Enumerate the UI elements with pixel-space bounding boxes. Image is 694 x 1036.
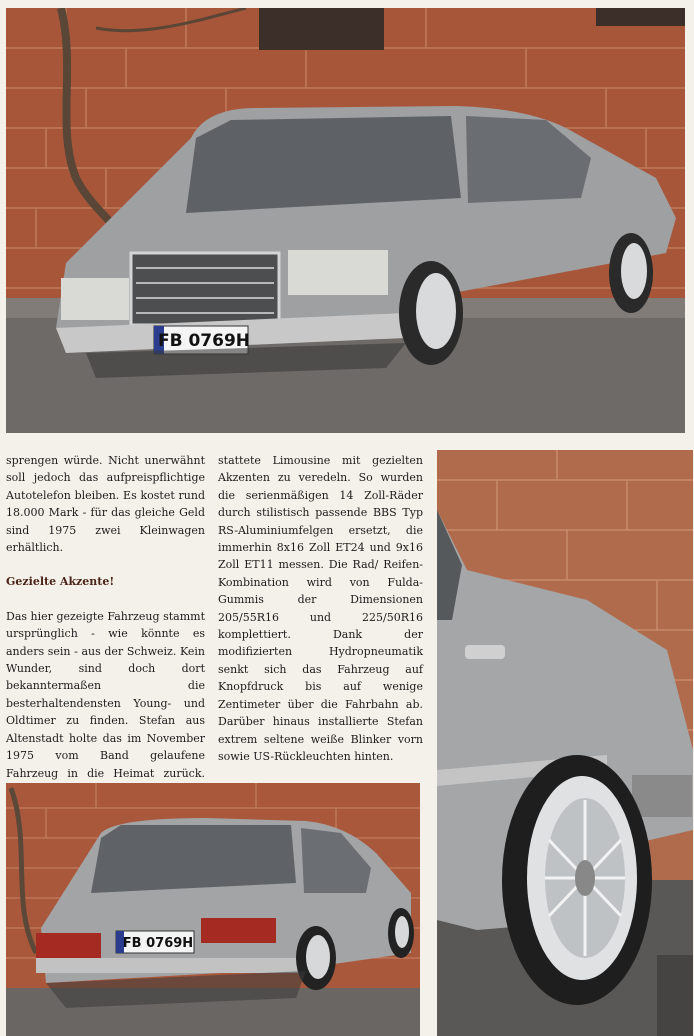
text-column-1 [6,452,205,834]
front-license-plate: FB 0769H [157,331,251,351]
paragraph: stattete Limousine mit gezielten Akzenten zu veredeln. So wurden die serienmäßigen 14 Zoll-Räder durch stilistisch passende BBS Typ RS-Aluminiumfelgen ersetzt, die immerhin 8x16 Zoll ET24 und 9x16 Zoll ET11 messen. Die Rad/ Reifen-Kombination wird von Fulda-Gummis der Dimensionen 205/55R16 und 225/50R16 komplettiert. Dank der modifizierten Hydropneumatik senkt sich das Fahrzeug auf Knopfdruck bis auf wenige Zentimeter über die Fahrbahn ab. Darüber hinaus installierte Stefan extrem seltene weiße Blinker vorn sowie US-Rückleuchten hinten. [218,454,423,763]
photo-front-car [6,8,685,433]
photo-rear-car [6,783,420,1036]
paragraph: sprengen würde. Nicht unerwähnt soll jedoch das aufpreispflichtige Autotelefon bleiben. Es kostet rund 18.000 Mark - für das gleiche Geld sind 1975 zwei Kleinwagen erhältlich. [6,454,205,555]
text-column-2 [218,452,423,765]
section-heading: Gezielte Akzente! [6,575,115,589]
rear-license-plate: FB 0769H [122,936,194,951]
paragraph: Das hier gezeigte Fahrzeug stammt ursprünglich - wie könnte es anders sein - aus der Schweiz. Kein Wunder, sind doch dort bekanntermaßen die besterhaltendensten Young- und Oldtimer zu finden. Stefan aus Altenstadt holte das im November 1975 vom Band gelaufene Fahrzeug in die Heimat zurück. [6,609,205,780]
photo-side-wheel-detail [437,450,693,1036]
